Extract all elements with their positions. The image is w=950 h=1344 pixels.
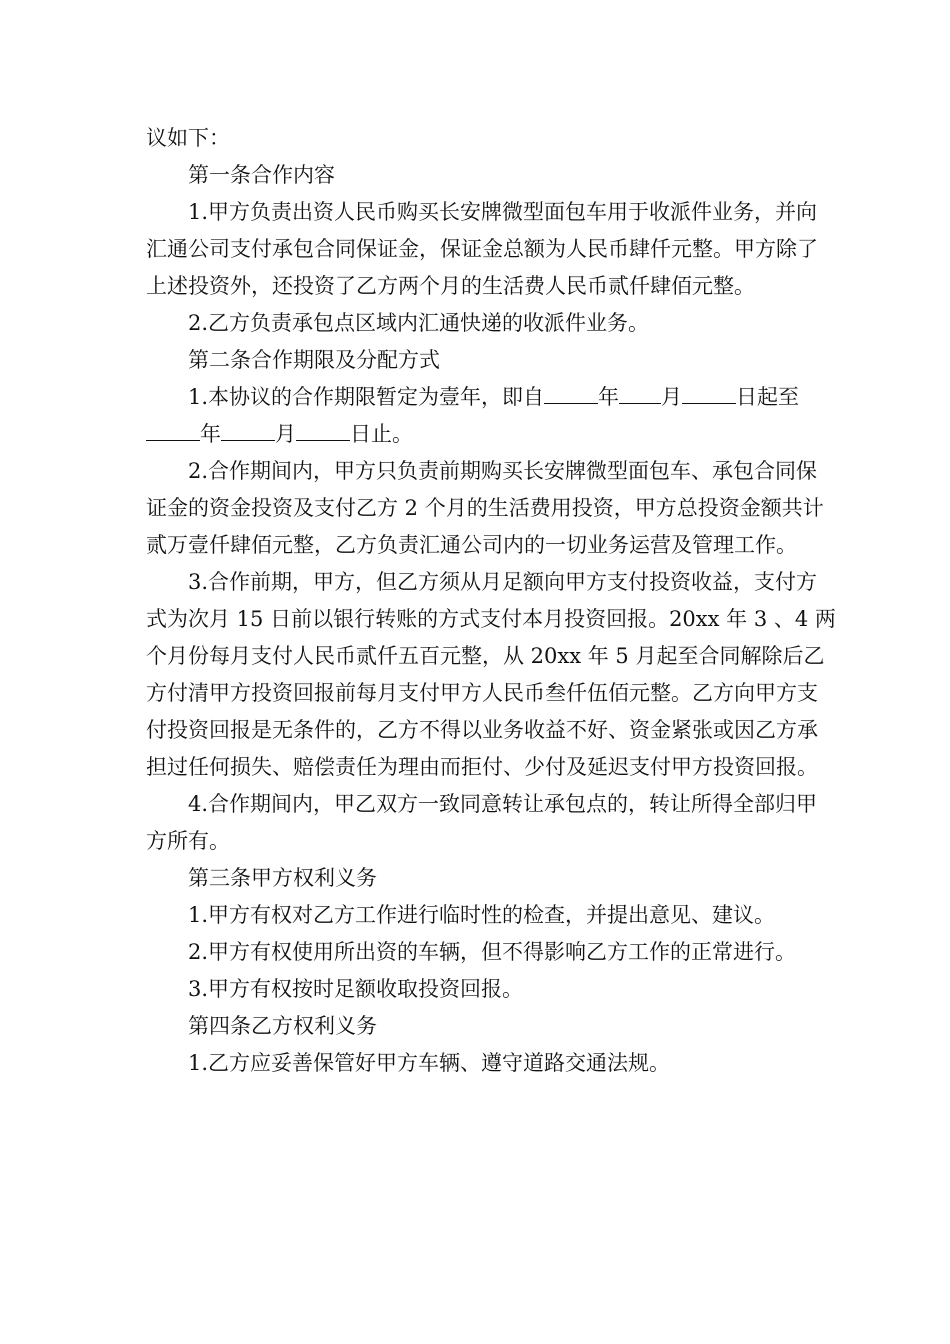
blank-start-year (544, 383, 598, 404)
term-month-label-1: 月 (661, 385, 683, 409)
paragraph-10: 1.乙方应妥善保管好甲方车辆、遵守道路交通法规。 (188, 1051, 671, 1075)
blank-end-year (146, 420, 200, 441)
section-heading-1: 第一条合作内容 (188, 163, 335, 187)
document-page (146, 120, 836, 1082)
paragraph-8: 2.甲方有权使用所出资的车辆，但不得影响乙方工作的正常进行。 (188, 940, 797, 964)
blank-start-month (619, 383, 661, 404)
term-year-label-2: 年 (200, 422, 221, 446)
blank-start-day (682, 383, 736, 404)
term-day-label-1: 日 (736, 385, 758, 409)
paragraph-intro: 议如下： (146, 126, 230, 150)
term-year-label-1: 年 (598, 385, 620, 409)
paragraph-1: 1.甲方负责出资人民币购买长安牌微型面包车用于收派件业务，并向汇通公司支付承包合同保证金，保证金总额为人民币肆仟元整。甲方除了上述投资外，还投资了乙方两个月的生活费人民币贰仟肆佰元整。 (146, 200, 818, 298)
paragraph-9: 3.甲方有权按时足额收取投资回报。 (188, 977, 524, 1001)
term-text-until: 起至 (757, 385, 800, 409)
blank-end-month (221, 420, 275, 441)
section-heading-4: 第四条乙方权利义务 (188, 1014, 377, 1038)
section-heading-3: 第三条甲方权利义务 (188, 866, 377, 890)
term-text-end: 日止。 (350, 422, 413, 446)
term-month-label-2: 月 (275, 422, 296, 446)
paragraph-4: 2.合作期间内，甲方只负责前期购买长安牌微型面包车、承包合同保证金的资金投资及支付乙方 2 个月的生活费用投资，甲方总投资金额共计贰万壹仟肆佰元整，乙方负责汇通公司内的一切业务运营及管理工作。 (146, 459, 824, 557)
term-text-start: 1.本协议的合作期限暂定为壹年，即自 (188, 385, 545, 409)
paragraph-7: 1.甲方有权对乙方工作进行临时性的检查，并提出意见、建议。 (188, 903, 776, 927)
paragraph-5: 3.合作前期，甲方，但乙方须从月足额向甲方支付投资收益，支付方式为次月 15 日前以银行转账的方式支付本月投资回报。20xx 年 3 、4 两个月份每月支付人民币贰仟五百元整，从 20xx 年 5 月起至合同解除后乙方付清甲方投资回报前每月支付甲方人民币叁仟伍佰元整。乙方向甲方支付投资回报是无条件的，乙方不得以业务收益不好、资金紧张或因乙方承担过任何损失、赔偿责任为理由而拒付、少付及延迟支付甲方投资回报。 (146, 570, 836, 779)
paragraph-6: 4.合作期间内，甲乙双方一致同意转让承包点的，转让所得全部归甲方所有。 (146, 792, 818, 853)
paragraph-2: 2.乙方负责承包点区域内汇通快递的收派件业务。 (188, 311, 650, 335)
section-heading-2: 第二条合作期限及分配方式 (188, 348, 440, 372)
blank-end-day (296, 420, 350, 441)
paragraph-term (146, 379, 836, 453)
